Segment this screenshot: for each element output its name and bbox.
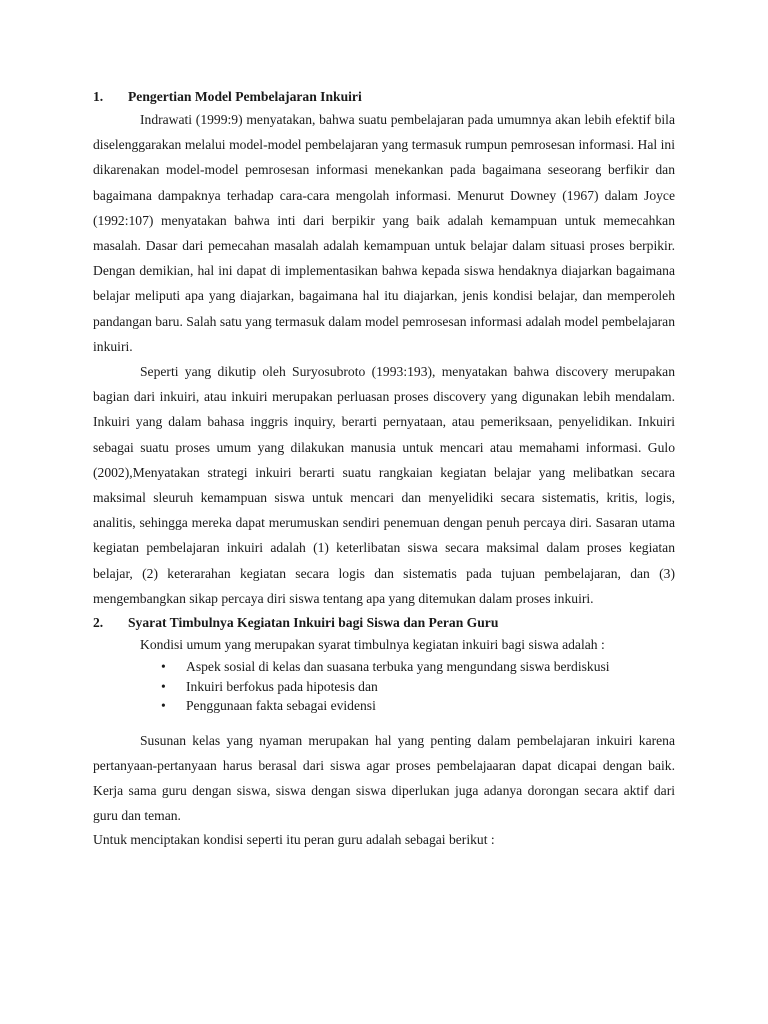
document-body: [93, 87, 675, 850]
section-2-intro: Kondisi umum yang merupakan syarat timbulnya kegiatan inkuiri bagi siswa adalah :: [140, 637, 605, 653]
bullet-icon: •: [161, 678, 166, 694]
section-2-closing: Untuk menciptakan kondisi seperti itu peran guru adalah sebagai berikut :: [93, 832, 495, 848]
section-2-heading: [93, 613, 675, 633]
list-item-text: Penggunaan fakta sebagai evidensi: [186, 698, 376, 714]
section-1-number: 1.: [93, 89, 104, 104]
list-item: [93, 657, 675, 677]
section-1-heading: [93, 87, 675, 107]
bullet-icon: •: [161, 698, 166, 714]
list-item: [93, 696, 675, 716]
section-2-number: 2.: [93, 615, 104, 631]
section-2-title: Syarat Timbulnya Kegiatan Inkuiri bagi Siswa dan Peran Guru: [128, 615, 499, 631]
section-1-paragraph-2: Seperti yang dikutip oleh Suryosubroto (1993:193), menyatakan bahwa discovery merupakan bagian dari inkuiri, atau inkuiri merupakan perluasan proses discovery yang digunakan lebih mendalam. Inkuiri yang dalam bahasa inggris inquiry, berarti pernyataan, atau pemeriksaan, penyelidikan. Inkuiri sebagai suatu proses umum yang dilakukan manusia untuk mencari atau memahami informasi. Gulo (2002),Menyatakan strategi inkuiri berarti suatu rangkaian kegiatan belajar yang melibatkan secara maksimal sleuruh kemampuan siswa untuk mencari dan menyelidiki secara sistematis, kritis, logis, analitis, sehingga mereka dapat merumuskan sendiri penemuan dengan penuh percaya diri. Sasaran utama kegiatan pembelajaran inkuiri adalah (1) keterlibatan siswa secara maksimal dalam proses kegiatan belajar, (2) keterarahan kegiatan secara logis dan sistematis pada tujuan pembelajaran, dan (3) mengembangkan sikap percaya diri siswa tentang apa yang ditemukan dalam proses inkuiri.: [93, 364, 675, 606]
list-item-text: Aspek sosial di kelas dan suasana terbuka yang mengundang siswa berdiskusi: [186, 659, 610, 675]
condition-list: [93, 657, 675, 716]
section-2-paragraph: Susunan kelas yang nyaman merupakan hal yang penting dalam pembelajaran inkuiri karena pertanyaan-pertanyaan harus berasal dari siswa agar proses pembelajaaran dapat dicapai dengan baik. Kerja sama guru dengan siswa, siswa dengan siswa diperlukan juga adanya dorongan secara aktif dari guru dan teman.: [93, 732, 675, 824]
list-item-text: Inkuiri berfokus pada hipotesis dan: [186, 678, 378, 694]
section-1-title: Pengertian Model Pembelajaran Inkuiri: [128, 89, 362, 104]
list-item: [93, 677, 675, 697]
bullet-icon: •: [161, 659, 166, 675]
section-1-paragraph-1: Indrawati (1999:9) menyatakan, bahwa suatu pembelajaran pada umumnya akan lebih efektif bila diselenggarakan melalui model-model pembelajaran yang termasuk rumpun pemrosesan informasi. Hal ini dikarenakan model-model pemrosesan informasi menekankan pada bagaimana seseorang berfikir dan bagaimana dampaknya terhadap cara-cara mengolah informasi. Menurut Downey (1967) dalam Joyce (1992:107) menyatakan bahwa inti dari berpikir yang baik adalah kemampuan untuk memecahkan masalah. Dasar dari pemecahan masalah adalah kemampuan untuk belajar dalam situasi proses berpikir. Dengan demikian, hal ini dapat di implementasikan bahwa kepada siswa hendaknya diajarkan bagaimana belajar meliputi apa yang diajarkan, bagaimana hal itu diajarkan, jenis kondisi belajar, dan memperoleh pandangan baru. Salah satu yang termasuk dalam model pemrosesan informasi adalah model pembelajaran inkuiri.: [93, 112, 675, 354]
